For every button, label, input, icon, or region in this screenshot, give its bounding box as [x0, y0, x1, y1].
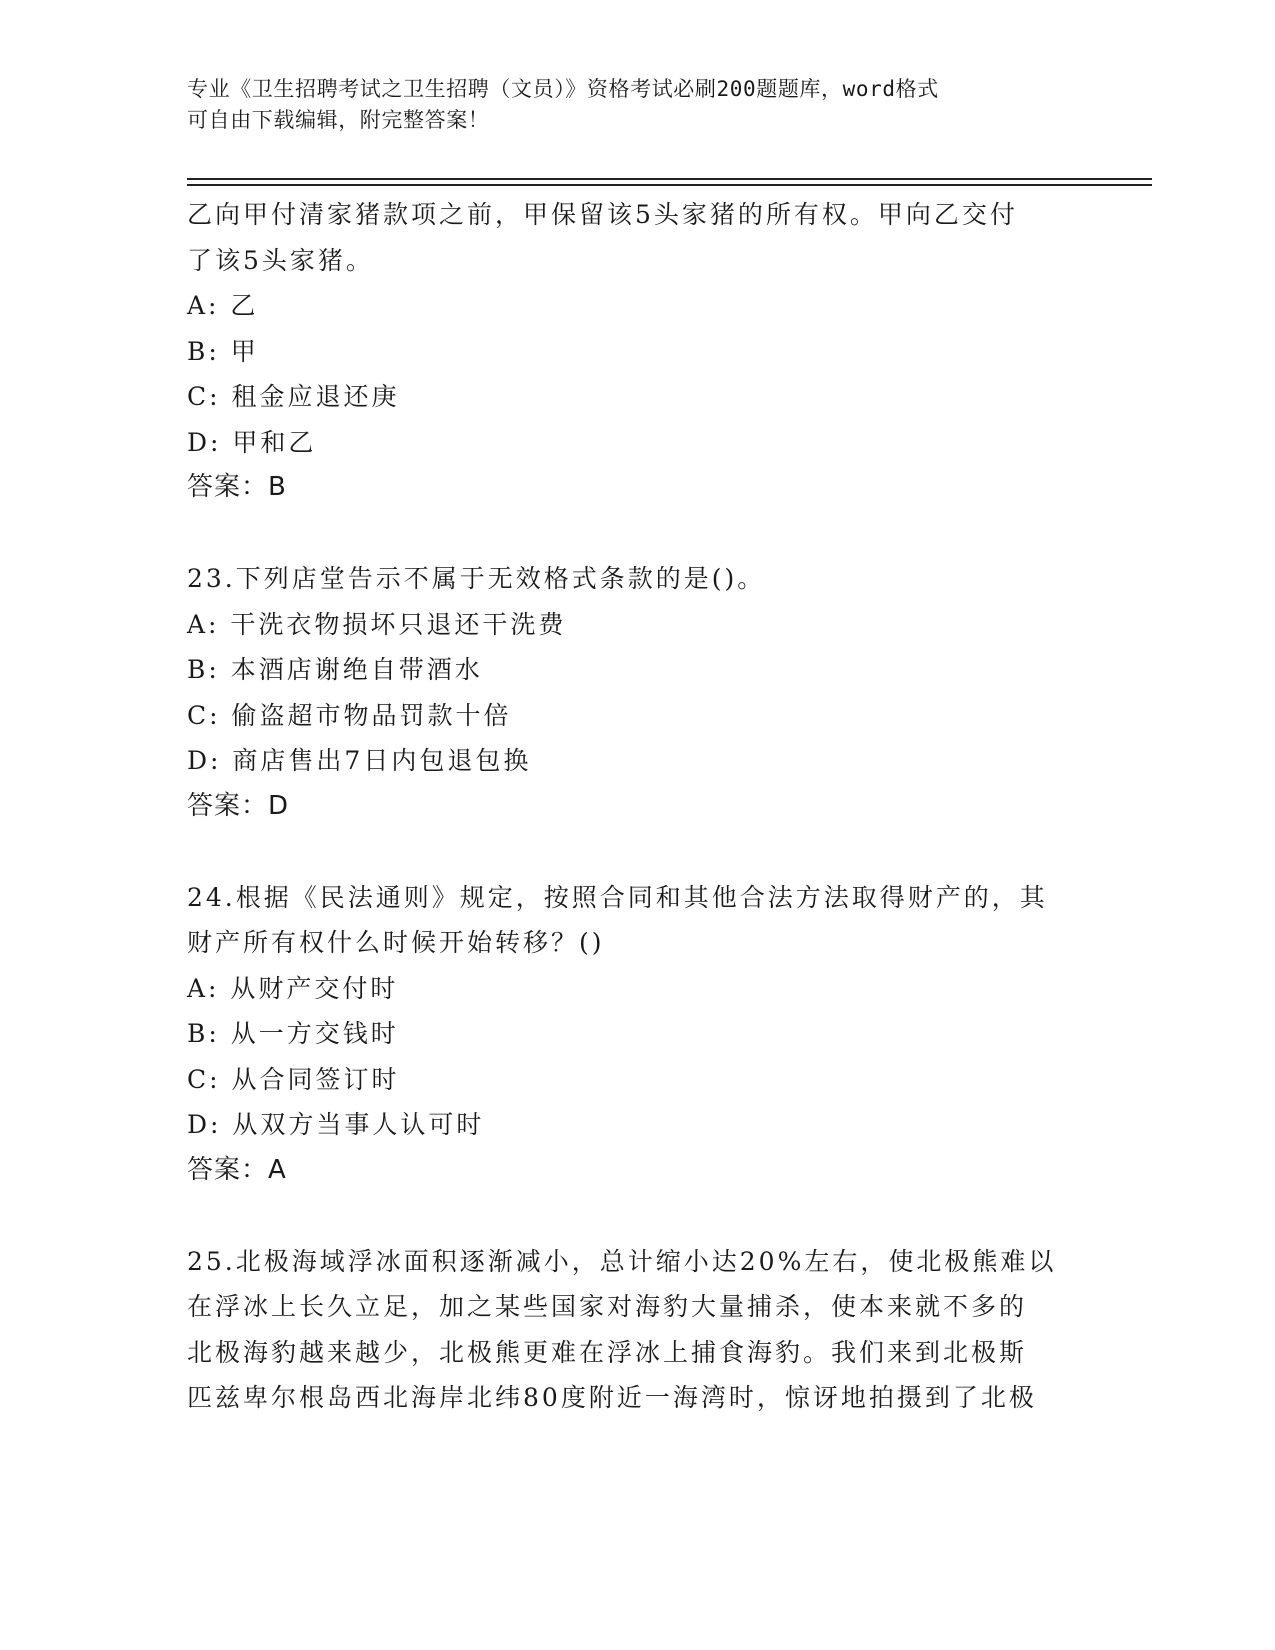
question-25: [187, 1239, 1087, 1421]
question-text-line: 25.北极海域浮冰面积逐渐减小，总计缩小达20%左右，使北极熊难以: [187, 1246, 1057, 1276]
document-header: [187, 74, 1087, 136]
question-text-line: 匹兹卑尔根岛西北海岸北纬80度附近一海湾时，惊讶地拍摄到了北极: [187, 1383, 1037, 1412]
option-b: B: 从一方交钱时: [187, 1019, 399, 1048]
option-c: C: 偷盗超市物品罚款十倍: [187, 700, 512, 730]
option-c: C: 从合同签订时: [187, 1064, 400, 1094]
question-text-line: 了该5头家猪。: [187, 245, 374, 275]
question-spacer: [187, 1193, 1087, 1239]
question-text-line: 乙向甲付清家猪款项之前，甲保留该5头家猪的所有权。甲向乙交付: [187, 200, 1018, 229]
answer-line: 答案：A: [187, 1154, 287, 1185]
option-a: A: 乙: [187, 291, 259, 320]
option-d: D: 从双方当事人认可时: [187, 1110, 485, 1139]
question-text-line: 在浮冰上长久立足，加之某些国家对海豹大量捕杀，使本来就不多的: [187, 1292, 1028, 1321]
option-d: D: 商店售出7日内包退包换: [187, 746, 532, 775]
option-c: C: 租金应退还庚: [187, 382, 400, 411]
question-spacer: [187, 511, 1087, 557]
header-rule-top: [187, 178, 1152, 180]
question-spacer: [187, 829, 1087, 875]
option-b: B: 本酒店谢绝自带酒水: [187, 655, 483, 684]
header-title-line-2: 可自由下载编辑，附完整答案！: [187, 108, 490, 132]
header-rule-bottom: [187, 184, 1152, 186]
question-text-line: 财产所有权什么时候开始转移？(): [187, 928, 605, 957]
question-22-continuation: [187, 192, 1087, 511]
answer-line: 答案：D: [187, 790, 290, 821]
question-23: [187, 556, 1087, 829]
question-text-line: 北极海豹越来越少，北极熊更难在浮冰上捕食海豹。我们来到北极斯: [187, 1337, 1028, 1367]
answer-line: 答案：B: [187, 472, 287, 502]
option-a: A: 干洗衣物损坏只退还干洗费: [187, 609, 567, 639]
question-24: [187, 875, 1087, 1194]
option-d: D: 甲和乙: [187, 427, 317, 457]
option-b: B: 甲: [187, 336, 259, 366]
option-a: A: 从财产交付时: [187, 973, 399, 1003]
question-text-line: 24.根据《民法通则》规定，按照合同和其他合法方法取得财产的，其: [187, 882, 1048, 912]
question-text-line: 23.下列店堂告示不属于无效格式条款的是()。: [187, 564, 766, 593]
header-title-line-1: 专业《卫生招聘考试之卫生招聘（文员）》资格考试必刷200题题库，word格式: [187, 77, 939, 101]
question-content: [187, 192, 1087, 1421]
